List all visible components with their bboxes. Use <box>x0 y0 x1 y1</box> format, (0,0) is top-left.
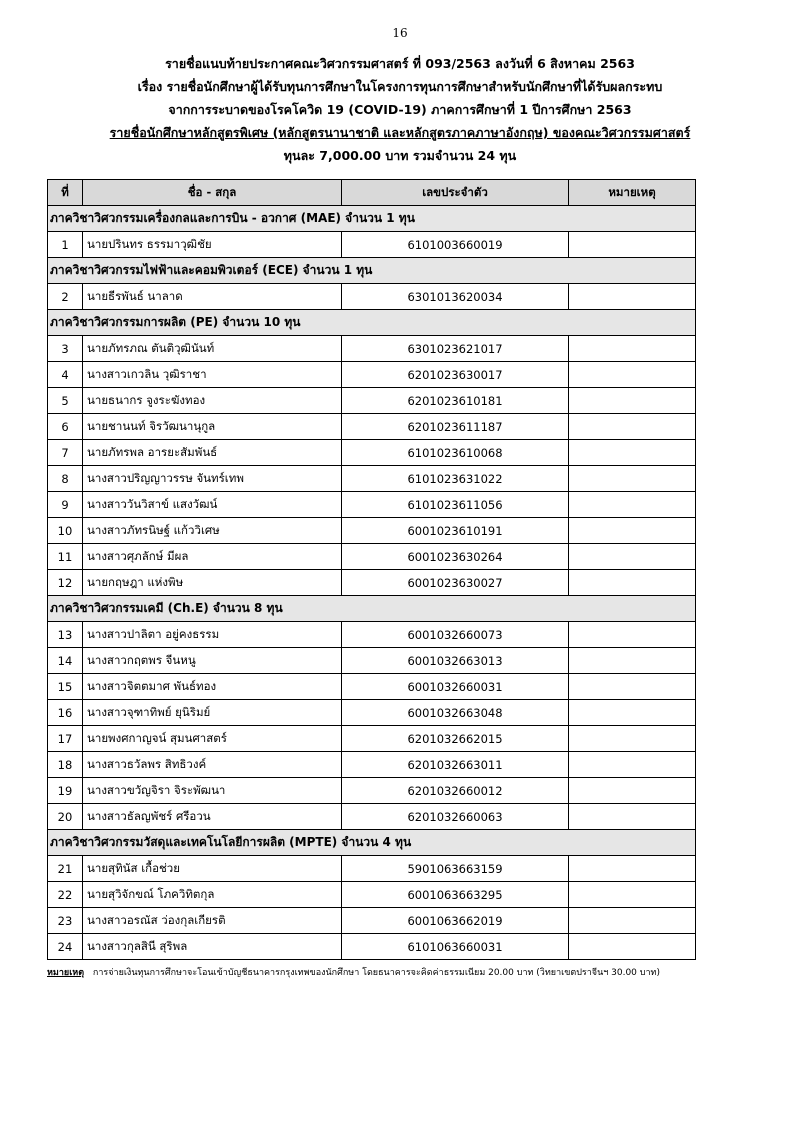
student-id: 6101023611056 <box>342 492 569 518</box>
student-name: นายสุวิจักขณ์ โภควิทิตกุล <box>83 882 342 908</box>
table-row <box>48 492 696 518</box>
student-id: 6101003660019 <box>342 232 569 258</box>
remark-cell <box>569 414 696 440</box>
row-number: 11 <box>48 544 83 570</box>
table-row <box>48 232 696 258</box>
remark-cell <box>569 492 696 518</box>
student-id: 6001063662019 <box>342 908 569 934</box>
student-name: นางสาวภัทรนิษฐ์ แก้ววิเศษ <box>83 518 342 544</box>
student-id: 6201023630017 <box>342 362 569 388</box>
student-name: นายภัทรพล อารยะสัมพันธ์ <box>83 440 342 466</box>
table-row <box>48 648 696 674</box>
student-id: 6201032660063 <box>342 804 569 830</box>
row-number: 21 <box>48 856 83 882</box>
department-title: ภาควิชาวิศวกรรมการผลิต (PE) จำนวน 10 ทุน <box>48 310 696 336</box>
student-name: นางสาวเกวลิน วุฒิราชา <box>83 362 342 388</box>
student-name: นางสาวปาลิตา อยู่คงธรรม <box>83 622 342 648</box>
student-id: 6201032662015 <box>342 726 569 752</box>
row-number: 16 <box>48 700 83 726</box>
remark-cell <box>569 388 696 414</box>
department-group-row <box>48 206 696 232</box>
student-name: นายภัทรภณ ตันติวุฒินันท์ <box>83 336 342 362</box>
student-name: นางสาวอรณัส ว่องกุลเกียรติ <box>83 908 342 934</box>
remark-cell <box>569 726 696 752</box>
row-number: 19 <box>48 778 83 804</box>
table-row <box>48 284 696 310</box>
row-number: 1 <box>48 232 83 258</box>
subject-line-continued: จากการระบาดของโรคโควิด 19 (COVID-19) ภาคการศึกษาที่ 1 ปีการศึกษา 2563 <box>168 102 632 117</box>
remark-cell <box>569 544 696 570</box>
student-name: นางสาวธวัลพร สิทธิวงค์ <box>83 752 342 778</box>
announcement-reference: รายชื่อแนบท้ายประกาศคณะวิศวกรรมศาสตร์ ที่ 093/2563 ลงวันที่ 6 สิงหาคม 2563 <box>165 56 635 71</box>
department-title: ภาควิชาวิศวกรรมเคมี (Ch.E) จำนวน 8 ทุน <box>48 596 696 622</box>
row-number: 20 <box>48 804 83 830</box>
department-group-row <box>48 310 696 336</box>
student-name: นางสาวปริญญาวรรษ จันทร์เทพ <box>83 466 342 492</box>
footnote-label: หมายเหตุ <box>47 968 85 978</box>
remark-cell <box>569 882 696 908</box>
student-id: 6201023610181 <box>342 388 569 414</box>
student-id: 6201032660012 <box>342 778 569 804</box>
remark-cell <box>569 908 696 934</box>
row-number: 12 <box>48 570 83 596</box>
table-row <box>48 440 696 466</box>
table-row <box>48 544 696 570</box>
table-row <box>48 934 696 960</box>
student-name: นางสาวศุภลักษ์ มีผล <box>83 544 342 570</box>
student-name: นายธีรพันธ์ นาลาด <box>83 284 342 310</box>
table-row <box>48 778 696 804</box>
remark-cell <box>569 622 696 648</box>
remark-cell <box>569 752 696 778</box>
student-name: นางสาวจุฑาทิพย์ ยุนิริมย์ <box>83 700 342 726</box>
table-row <box>48 804 696 830</box>
row-number: 6 <box>48 414 83 440</box>
student-name: นายพงศกาญจน์ สุมนศาสตร์ <box>83 726 342 752</box>
student-name: นายปรินทร ธรรมาวุฒิชัย <box>83 232 342 258</box>
department-title: ภาควิชาวิศวกรรมวัสดุและเทคโนโลยีการผลิต (MPTE) จำนวน 4 ทุน <box>48 830 696 856</box>
row-number: 13 <box>48 622 83 648</box>
row-number: 5 <box>48 388 83 414</box>
table-row <box>48 336 696 362</box>
remark-cell <box>569 674 696 700</box>
student-id: 6001023630027 <box>342 570 569 596</box>
document-header <box>40 52 760 167</box>
remark-cell <box>569 700 696 726</box>
list-title: รายชื่อนักศึกษาหลักสูตรพิเศษ (หลักสูตรนานาชาติ และหลักสูตรภาคภาษาอังกฤษ) ของคณะวิศวกรรมศาสตร์ <box>109 125 691 140</box>
remark-cell <box>569 232 696 258</box>
remark-cell <box>569 284 696 310</box>
row-number: 14 <box>48 648 83 674</box>
row-number: 9 <box>48 492 83 518</box>
student-id: 6101023631022 <box>342 466 569 492</box>
table-row <box>48 570 696 596</box>
student-id: 6301013620034 <box>342 284 569 310</box>
department-title: ภาควิชาวิศวกรรมเครื่องกลและการบิน - อวกาศ (MAE) จำนวน 1 ทุน <box>48 206 696 232</box>
table-row <box>48 518 696 544</box>
student-name: นางสาววันวิสาข์ แสงวัฒน์ <box>83 492 342 518</box>
table-row <box>48 700 696 726</box>
row-number: 7 <box>48 440 83 466</box>
student-id: 6001032660073 <box>342 622 569 648</box>
row-number: 24 <box>48 934 83 960</box>
remark-cell <box>569 518 696 544</box>
student-id: 6001032663013 <box>342 648 569 674</box>
remark-cell <box>569 778 696 804</box>
row-number: 2 <box>48 284 83 310</box>
student-name: นางสาวกุลสินี สุริพล <box>83 934 342 960</box>
student-id: 5901063663159 <box>342 856 569 882</box>
student-name: นายสุทินัส เกื้อช่วย <box>83 856 342 882</box>
table-row <box>48 388 696 414</box>
subject-line: เรื่อง รายชื่อนักศึกษาผู้ได้รับทุนการศึกษาในโครงการทุนการศึกษาสำหรับนักศึกษาที่ได้รับผลกระทบ <box>137 79 663 94</box>
row-number: 8 <box>48 466 83 492</box>
department-group-row <box>48 596 696 622</box>
footnote-text: การจ่ายเงินทุนการศึกษาจะโอนเข้าบัญชีธนาคารกรุงเทพของนักศึกษา โดยธนาคารจะคิดค่าธรรมเนียม 20.00 บาท (วิทยาเขตปราจีนฯ 30.00 บาท) <box>92 968 660 978</box>
student-name: นายธนากร จูงระฆังทอง <box>83 388 342 414</box>
remark-cell <box>569 856 696 882</box>
department-group-row <box>48 830 696 856</box>
remark-cell <box>569 440 696 466</box>
table-row <box>48 882 696 908</box>
table-row <box>48 856 696 882</box>
student-id: 6101063660031 <box>342 934 569 960</box>
student-id: 6001032663048 <box>342 700 569 726</box>
student-id: 6201023611187 <box>342 414 569 440</box>
row-number: 23 <box>48 908 83 934</box>
scholarship-summary: ทุนละ 7,000.00 บาท รวมจำนวน 24 ทุน <box>283 148 517 163</box>
student-id: 6001023630264 <box>342 544 569 570</box>
row-number: 15 <box>48 674 83 700</box>
column-header-remark: หมายเหตุ <box>569 180 696 206</box>
table-row <box>48 622 696 648</box>
student-name: นางสาวธัลญพัชร์ ศรีอวน <box>83 804 342 830</box>
scholarship-roster-table <box>47 179 696 960</box>
student-id: 6101023610068 <box>342 440 569 466</box>
student-id: 6001063663295 <box>342 882 569 908</box>
table-row <box>48 362 696 388</box>
remark-cell <box>569 362 696 388</box>
student-id: 6001032660031 <box>342 674 569 700</box>
page-number: 16 <box>392 26 408 40</box>
student-id: 6001023610191 <box>342 518 569 544</box>
department-title: ภาควิชาวิศวกรรมไฟฟ้าและคอมพิวเตอร์ (ECE) จำนวน 1 ทุน <box>48 258 696 284</box>
column-header-name: ชื่อ - สกุล <box>83 180 342 206</box>
row-number: 18 <box>48 752 83 778</box>
table-row <box>48 674 696 700</box>
remark-cell <box>569 648 696 674</box>
table-row <box>48 908 696 934</box>
table-row <box>48 466 696 492</box>
department-group-row <box>48 258 696 284</box>
row-number: 10 <box>48 518 83 544</box>
student-name: นายชานนท์ จิรวัฒนานุกูล <box>83 414 342 440</box>
student-id: 6301023621017 <box>342 336 569 362</box>
row-number: 4 <box>48 362 83 388</box>
table-header-row <box>48 180 696 206</box>
remark-cell <box>569 336 696 362</box>
student-id: 6201032663011 <box>342 752 569 778</box>
row-number: 3 <box>48 336 83 362</box>
student-name: นางสาวจิตตมาศ พันธ์ทอง <box>83 674 342 700</box>
remark-cell <box>569 804 696 830</box>
remark-cell <box>569 570 696 596</box>
table-row <box>48 752 696 778</box>
footnote <box>47 965 767 979</box>
column-header-student-id: เลขประจำตัว <box>342 180 569 206</box>
student-name: นายกฤษฎา แห่งพิษ <box>83 570 342 596</box>
column-header-no: ที่ <box>48 180 83 206</box>
row-number: 17 <box>48 726 83 752</box>
student-name: นางสาวกฤตพร จีนหนู <box>83 648 342 674</box>
table-body <box>48 206 696 960</box>
remark-cell <box>569 934 696 960</box>
remark-cell <box>569 466 696 492</box>
table-row <box>48 414 696 440</box>
student-name: นางสาวขวัญจิรา จิระพัฒนา <box>83 778 342 804</box>
row-number: 22 <box>48 882 83 908</box>
table-row <box>48 726 696 752</box>
